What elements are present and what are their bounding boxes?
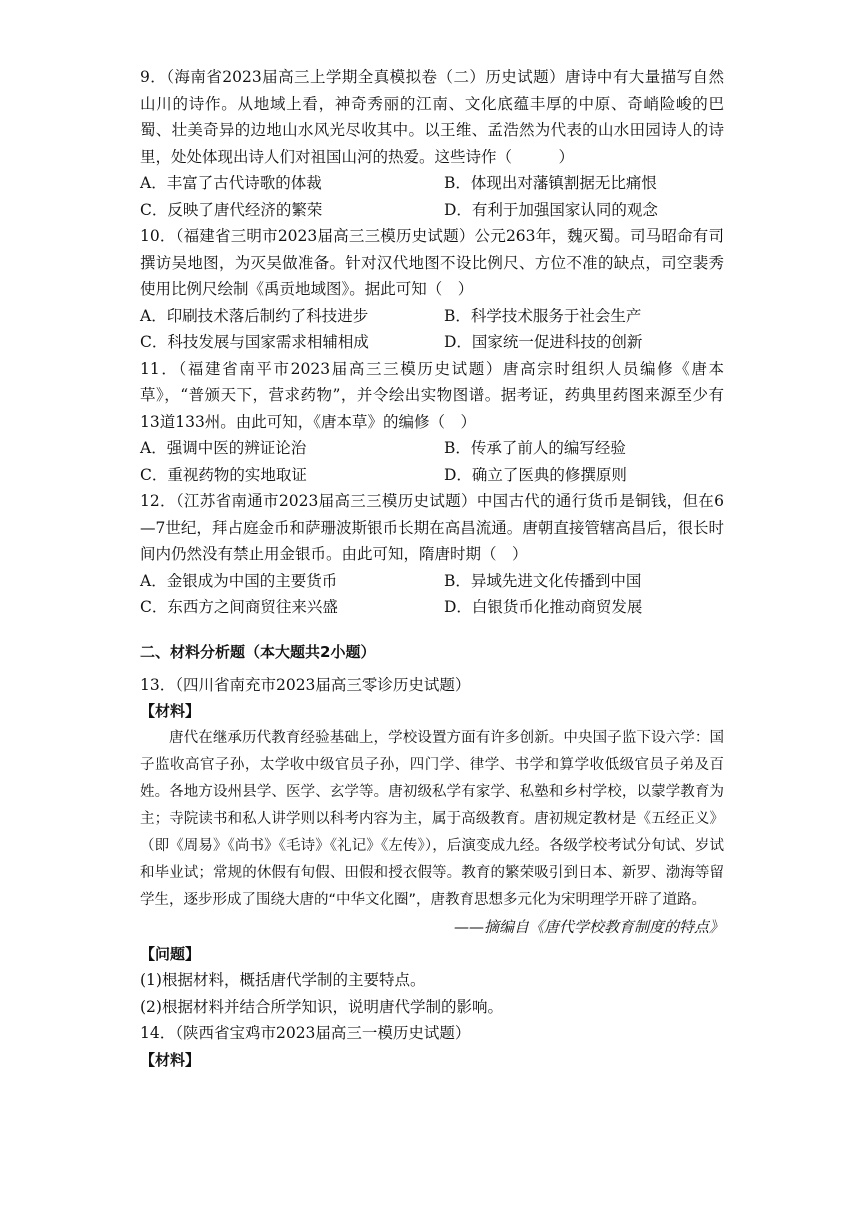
question-14-head: 14．（陕西省宝鸡市2023届高三一模历史试题）: [140, 1024, 471, 1042]
sub-question-2: (2)根据材料并结合所学知识，说明唐代学制的影响。: [140, 997, 503, 1016]
option-c: C．科技发展与国家需求相辅相成: [140, 333, 369, 351]
question-11: [140, 356, 724, 489]
material-label: 【材料】: [140, 1050, 201, 1069]
material-label: 【材料】: [140, 702, 201, 720]
option-d: D．有利于加强国家认同的观念: [444, 200, 658, 219]
question-13: [140, 672, 724, 1021]
question-12-stem: 12．（江苏省南通市2023届高三三模历史试题）中国古代的通行货币是铜钱，但在6—7世纪，拜占庭金币和萨珊波斯银币长期在高昌流通。唐朝直接管辖高昌后，很长时间内仍然没有禁止用金银币。由此可知，隋唐时期（ ）: [140, 492, 724, 563]
question-10-options: [140, 303, 724, 356]
question-13-head: 13．（四川省南充市2023届高三零诊历史试题）: [140, 675, 471, 694]
question-9-options: [140, 170, 724, 223]
question-11-options: [140, 435, 724, 488]
option-c: C．重视药物的实地取证: [140, 465, 307, 484]
material-source: ——摘编自《唐代学校教育制度的特点》: [453, 917, 724, 936]
option-a: A．丰富了古代诗歌的体裁: [140, 174, 322, 192]
option-a: A．强调中医的辨证论治: [140, 439, 307, 457]
option-b: B．异域先进文化传播到中国: [444, 571, 642, 590]
question-9: [140, 64, 724, 223]
option-a: A．金银成为中国的主要货币: [140, 571, 338, 590]
question-11-stem: 11．（福建省南平市2023届高三三模历史试题）唐高宗时组织人员编修《唐本草》，“普颁天下，营求药物”，并令绘出实物图谱。据考证，药典里药图来源至少有13道133州。由此可知，《唐本草》的编修（ ）: [140, 359, 724, 431]
question-10-stem: 10．（福建省三明市2023届高三三模历史试题）公元263年，魏灭蜀。司马昭命有司撰访吴地图，为灭吴做准备。针对汉代地图不设比例尺、方位不准的缺点，司空裴秀使用比例尺绘制《禹贡地域图》。据此可知（ ）: [140, 227, 724, 298]
exam-content: [140, 64, 724, 1073]
option-b: B．科学技术服务于社会生产: [444, 306, 642, 325]
option-d: D．确立了医典的修撰原则: [444, 465, 627, 484]
question-12-options: [140, 568, 724, 621]
question-label: 【问题】: [140, 944, 201, 963]
option-c: C．反映了唐代经济的繁荣: [140, 200, 323, 219]
question-9-stem: 9．（海南省2023届高三上学期全真模拟卷（二）历史试题）唐诗中有大量描写自然山川的诗作。从地域上看，神奇秀丽的江南、文化底蕴丰厚的中原、奇峭险峻的巴蜀、壮美奇异的边地山水风光尽收其中。以王维、孟浩然为代表的山水田园诗人的诗里，处处体现出诗人们对祖国山河的热爱。这些诗作（ ）: [140, 68, 724, 166]
option-b: B．体现出对藩镇割据无比痛恨: [444, 174, 657, 192]
sub-question-1: (1)根据材料，概括唐代学制的主要特点。: [140, 971, 426, 989]
material-text: 唐代在继承历代教育经验基础上，学校设置方面有许多创新。中央国子监下设六学：国子监收高官子孙，太学收中级官员子孙，四门学、律学、书学和算学收低级官员子弟及百姓。各地方设州县学、医学、玄学等。唐初级私学有家学、私塾和乡村学校，以蒙学教育为主；寺院读书和私人讲学则以科考内容为主，属于高级教育。唐初规定教材是《五经正义》（即《周易》《尚书》《毛诗》《礼记》《左传》），后演变成九经。各级学校考试分旬试、岁试和毕业试；常规的休假有旬假、田假和授衣假等。教育的繁荣吸引到日本、新罗、渤海等留学生，逐步形成了围绕大唐的“中华文化圈”，唐教育思想多元化为宋明理学开辟了道路。: [140, 729, 724, 908]
option-a: A．印刷技术落后制约了科技进步: [140, 306, 369, 325]
question-12: [140, 488, 724, 621]
question-14: [140, 1020, 724, 1073]
option-d: D．国家统一促进科技的创新: [444, 333, 643, 351]
option-c: C．东西方之间商贸往来兴盛: [140, 598, 338, 616]
section-heading: 二、材料分析题（本大题共2小题）: [140, 642, 376, 661]
question-10: [140, 223, 724, 356]
option-d: D．白银货币化推动商贸发展: [444, 598, 643, 616]
option-b: B．传承了前人的编写经验: [444, 439, 626, 457]
